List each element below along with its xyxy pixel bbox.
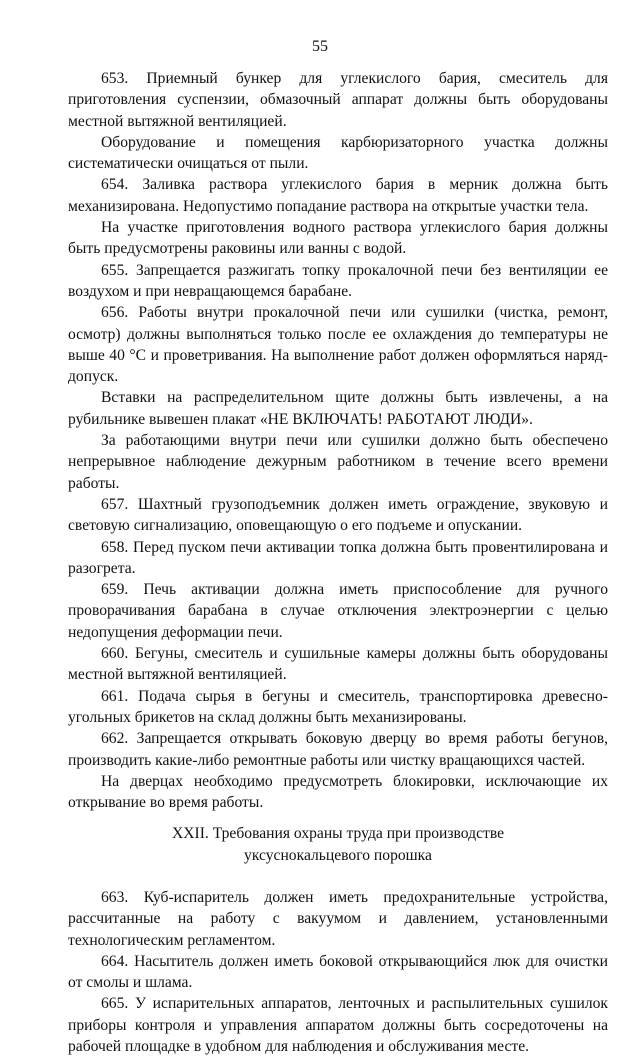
section-title-line-1: XXII. Требования охраны труда при производстве bbox=[171, 825, 505, 843]
paragraph-654: 654. Заливка раствора углекислого бария в мерник должна быть механизирована. Недопустимо попадание раствора на открытые участки тела. bbox=[68, 176, 608, 215]
paragraph-658: 658. Перед пуском печи активации топка должна быть провентилирована и разогрета. bbox=[68, 538, 608, 577]
paragraph-660: 660. Бегуны, смеситель и сушильные камеры должны быть оборудованы местной вытяжной вентиляцией. bbox=[68, 645, 608, 684]
paragraph-656-supervision: За работающими внутри печи или сушилки должно быть обеспечено непрерывное наблюдение дежурным работником в течение всего времени работы. bbox=[68, 432, 608, 492]
paragraph-659: 659. Печь активации должна иметь приспособление для ручного проворачивания барабана в случае отключения электроэнергии с целью недопущения деформации печи. bbox=[68, 581, 608, 641]
paragraph-661: 661. Подача сырья в бегуны и смеситель, транспортировка древесно-угольных брикетов на склад должны быть механизированы. bbox=[68, 687, 608, 726]
paragraph-664: 664. Насытитель должен иметь боковой открывающийся люк для очистки от смолы и шлама. bbox=[68, 952, 608, 992]
page-number: 55 bbox=[312, 38, 328, 55]
paragraph-663: 663. Куб-испаритель должен иметь предохранительные устройства, рассчитанные на работу с вакуумом и давлением, установленными технологическим регламентом. bbox=[68, 888, 608, 949]
paragraph-662: 662. Запрещается открывать боковую дверцу во время работы бегунов, производить какие-либо ремонтные работы или чистку вращающихся частей. bbox=[68, 730, 608, 769]
paragraph-656-poster: Вставки на распределительном щите должны быть извлечены, а на рубильнике вывешен плакат «НЕ ВКЛЮЧАТЬ! РАБОТАЮТ ЛЮДИ». bbox=[68, 389, 608, 428]
paragraph-655: 655. Запрещается разжигать топку прокалочной печи без вентиляции ее воздухом и при невращающемся барабане. bbox=[68, 261, 608, 300]
paragraph-653: 653. Приемный бункер для углекислого бария, смеситель для приготовления суспензии, обмазочный аппарат должны быть оборудованы местной вытяжной вентиляцией. bbox=[68, 70, 608, 130]
paragraph-653-equipment: Оборудование и помещения карбюризаторного участка должны систематически очищаться от пыли. bbox=[68, 133, 608, 173]
paragraph-665: 665. У испарительных аппаратов, ленточных и распылительных сушилок приборы контроля и управления аппаратом должны быть сосредоточены на рабочей площадке в удобном для наблюдения и обслуживания месте. bbox=[68, 995, 608, 1056]
section-title bbox=[68, 823, 608, 866]
paragraph-656: 656. Работы внутри прокалочной печи или сушилки (чистка, ремонт, осмотр) должны выполняться только после ее охлаждения до температуры не выше 40 °С и проветривания. На выполнение работ должен оформляться наряд-допуск. bbox=[68, 304, 608, 386]
paragraph-657: 657. Шахтный грузоподъемник должен иметь ограждение, звуковую и световую сигнализацию, оповещающую о его подъеме и опускании. bbox=[68, 495, 608, 535]
paragraph-662-locks: На дверцах необходимо предусмотреть блокировки, исключающие их открывание во время работы. bbox=[68, 772, 608, 812]
paragraph-654-sinks: На участке приготовления водного раствора углекислого бария должны быть предусмотрены раковины или ванны с водой. bbox=[68, 219, 608, 258]
document-body bbox=[68, 68, 608, 1057]
section-title-line-2: уксуснокальцевого порошка bbox=[244, 846, 432, 864]
